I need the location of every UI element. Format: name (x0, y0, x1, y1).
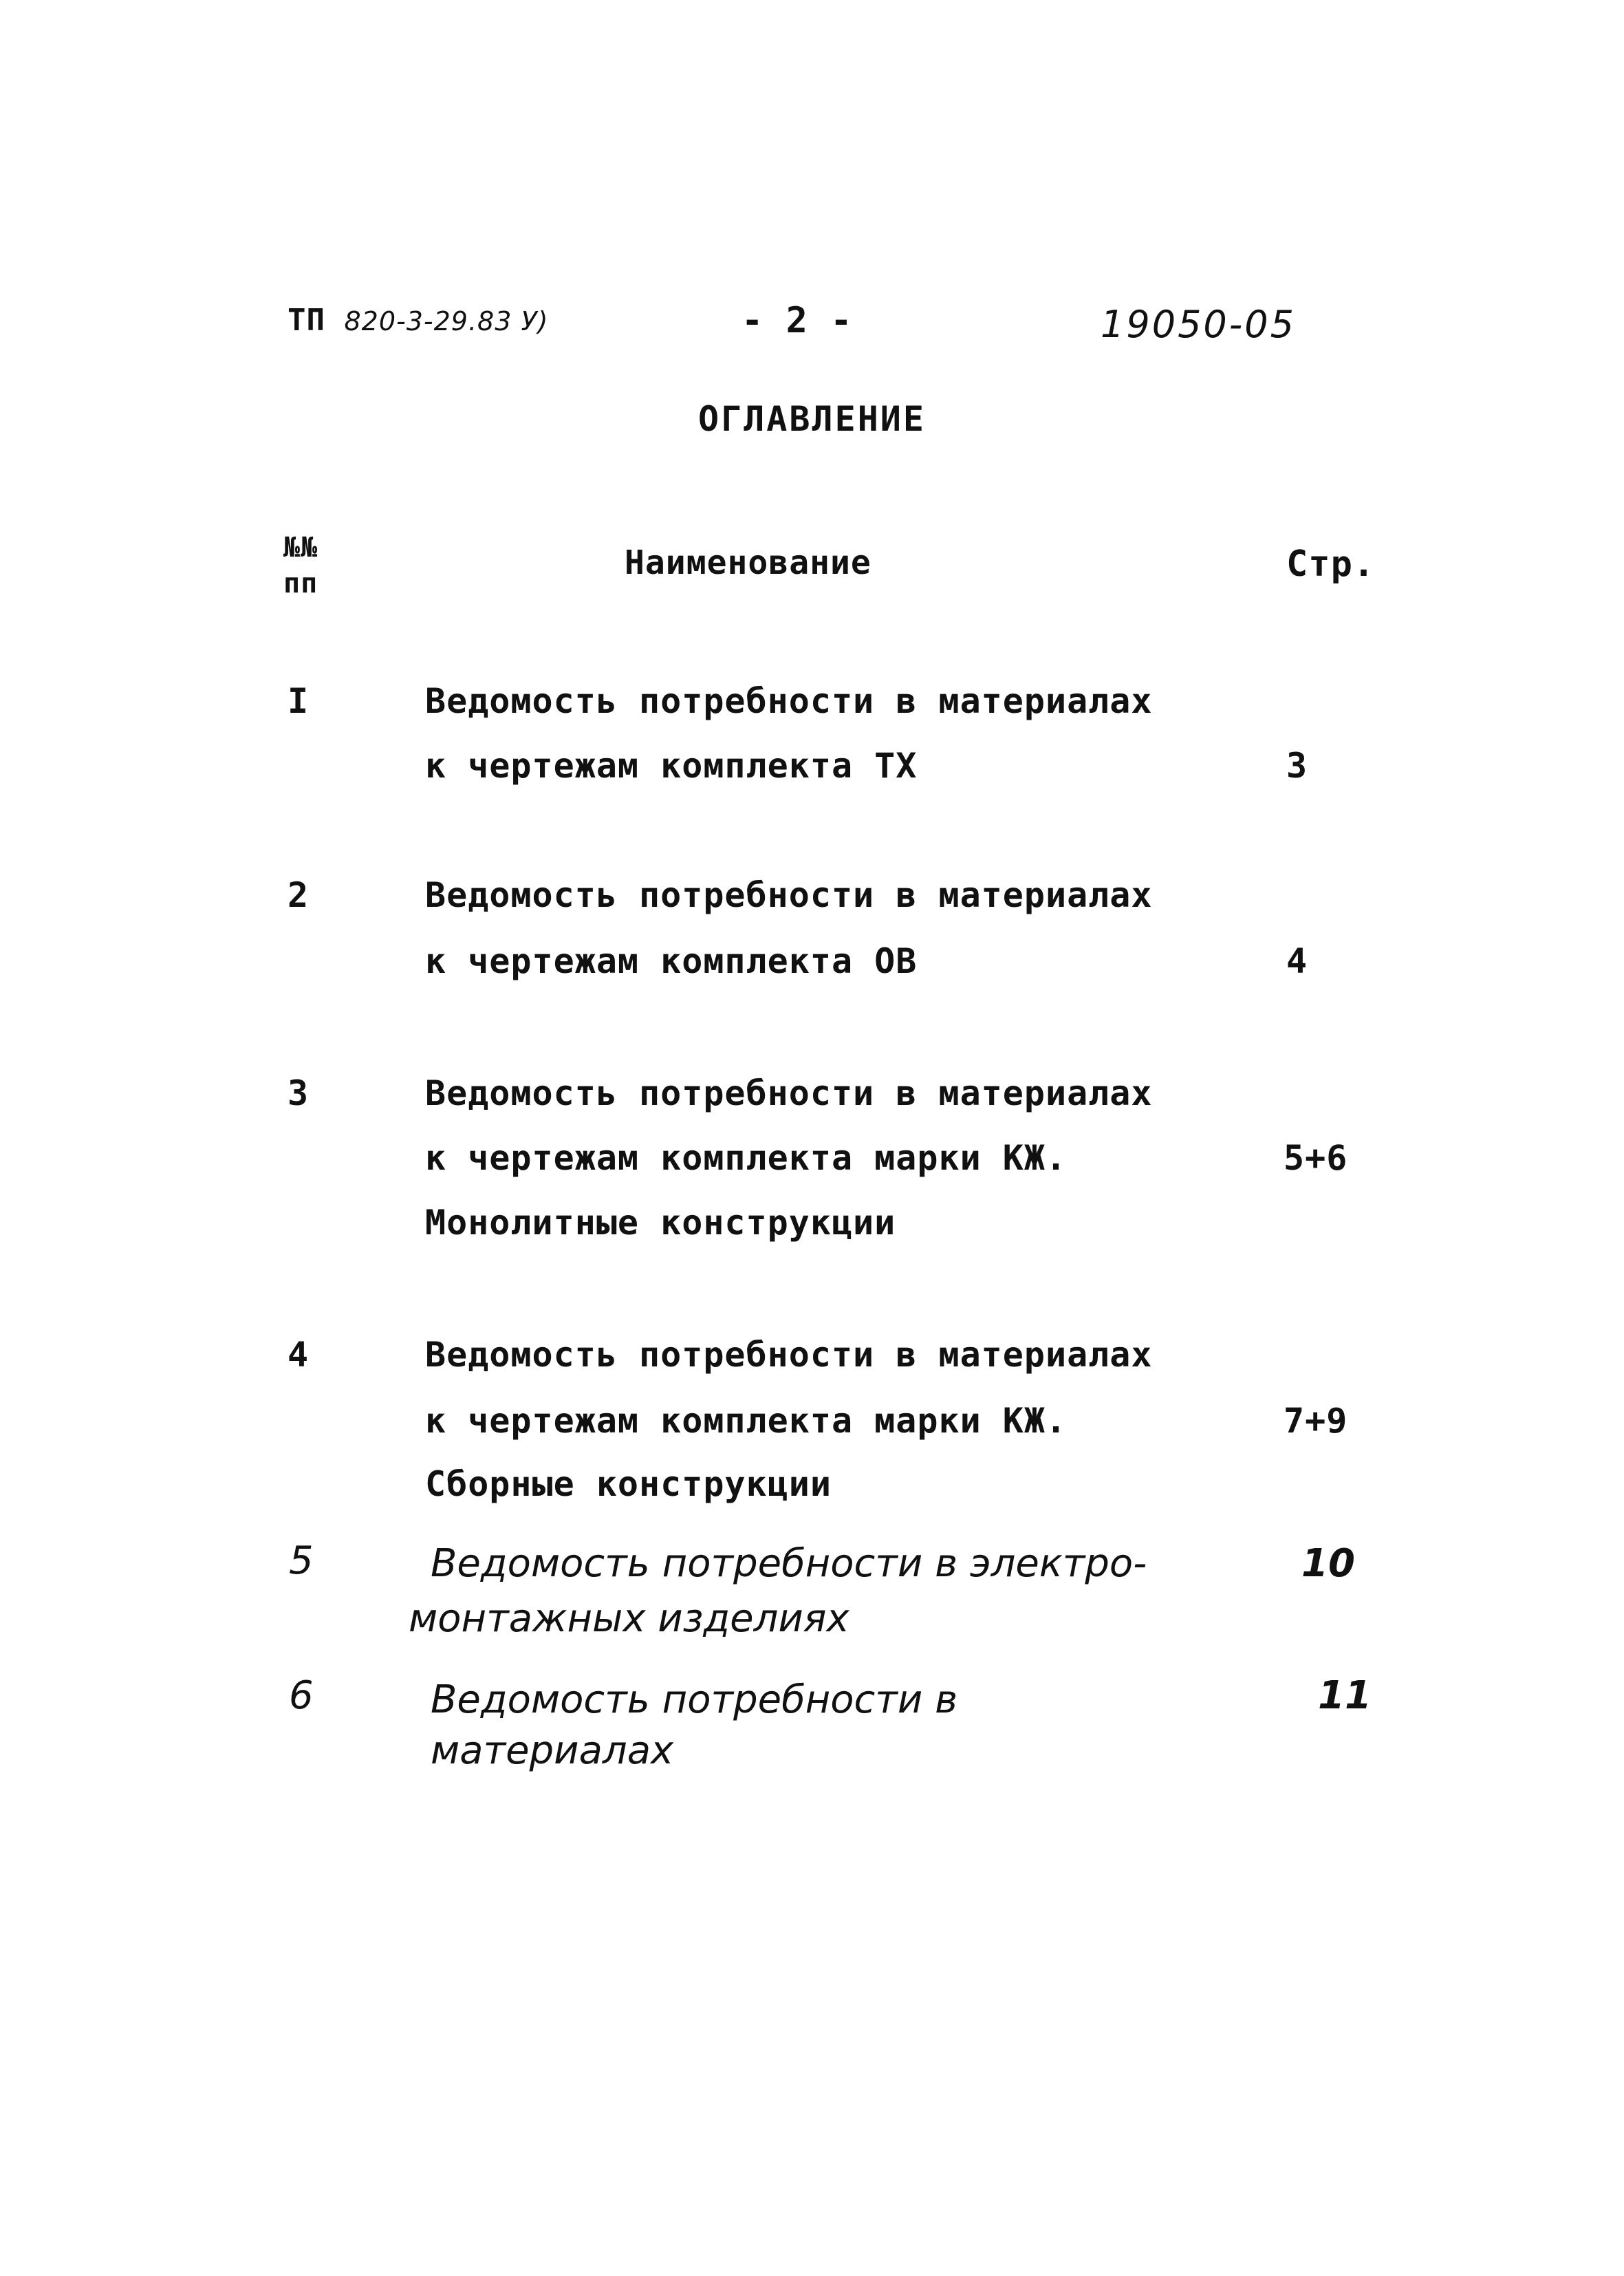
row-page: 11 (1318, 1673, 1372, 1718)
column-header-name: Наименование (625, 544, 871, 582)
row-text-line: Ведомость потребности в электро- (431, 1541, 1147, 1586)
row-text-line: Ведомость потребности в материалах (425, 681, 1153, 721)
page-title: ОГЛАВЛЕНИЕ (697, 399, 927, 439)
project-code-handwritten: 820-3-29.83 У) (344, 306, 549, 336)
row-text-line: Ведомость потребности в материалах (425, 875, 1153, 915)
row-text-line: Сборные конструкции (425, 1464, 832, 1504)
row-number: 3 (288, 1073, 310, 1113)
project-code-prefix: ТП (288, 303, 325, 338)
row-number: 5 (289, 1538, 314, 1583)
column-header-number (283, 530, 318, 601)
column-header-number-line2: пп (283, 568, 318, 599)
row-text-line: Ведомость потребности в материалах (425, 1335, 1153, 1375)
column-header-number-line1: №№ (283, 532, 318, 563)
row-text-line: к чертежам комплекта марки КЖ. (425, 1401, 1068, 1441)
row-text-line: Монолитные конструкции (425, 1203, 896, 1243)
row-number: 4 (288, 1335, 310, 1375)
row-number: 2 (288, 875, 310, 915)
row-page: 7+9 (1284, 1401, 1348, 1441)
row-number: I (288, 681, 310, 721)
project-code (288, 303, 548, 338)
row-text-line: к чертежам комплекта марки КЖ. (425, 1138, 1068, 1178)
column-header-page: Стр. (1286, 544, 1376, 585)
row-page: 4 (1286, 941, 1308, 981)
row-text-line: Ведомость потребности в (431, 1677, 958, 1722)
row-page: 10 (1301, 1541, 1355, 1586)
row-page: 5+6 (1284, 1138, 1348, 1178)
row-text-line: Ведомость потребности в материалах (425, 1073, 1153, 1113)
row-text-line: к чертежам комплекта ТХ (425, 746, 918, 786)
document-number: 19050-05 (1101, 303, 1296, 346)
page-number: - 2 - (741, 300, 853, 341)
row-text-line: материалах (431, 1728, 674, 1773)
row-page: 3 (1286, 746, 1308, 786)
row-text-line: к чертежам комплекта ОВ (425, 941, 918, 981)
row-text-line: монтажных изделиях (409, 1596, 849, 1641)
row-number: 6 (289, 1673, 314, 1718)
